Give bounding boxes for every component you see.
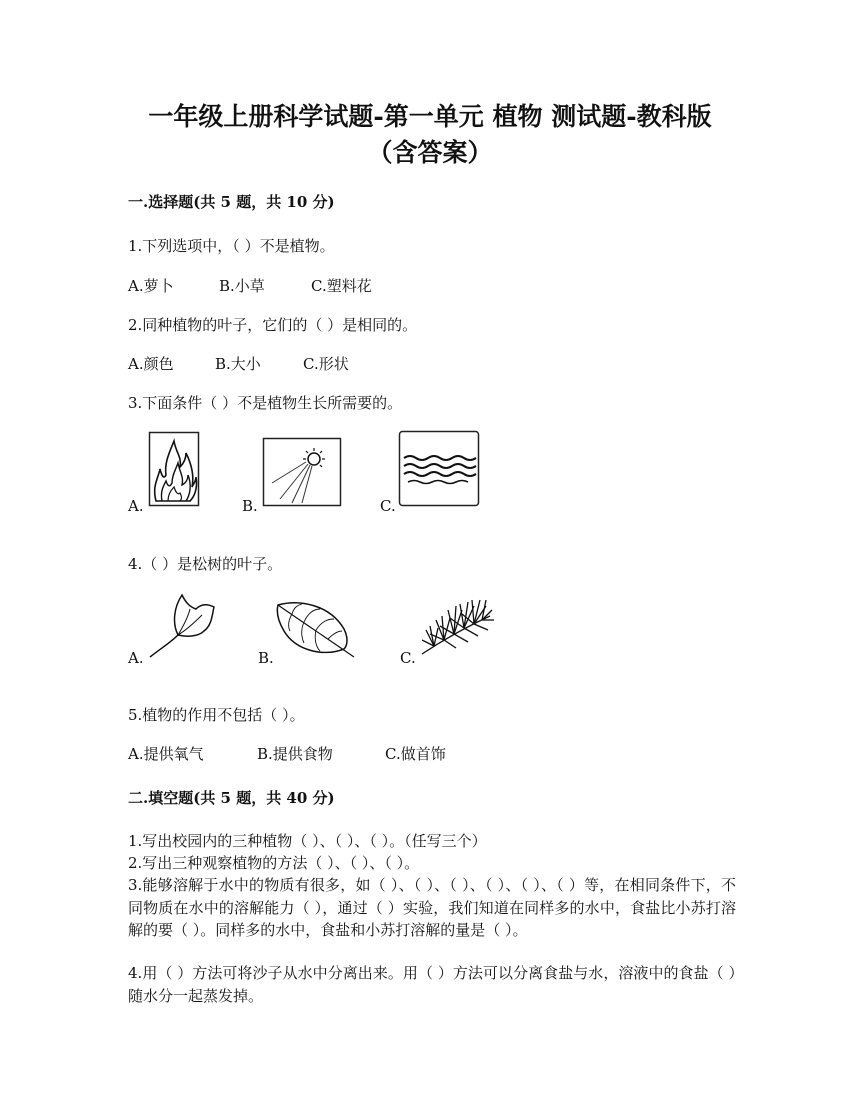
question-5: 5.植物的作用不包括（ ）。 <box>128 706 305 724</box>
q4-option-b: B. <box>258 649 274 667</box>
fill-question-4: 4.用（ ）方法可将沙子从水中分离出来。用（ ）方法可以分离食盐与水，溶液中的食盐（ ）随水分一起蒸发掉。 <box>128 964 736 1005</box>
q2-option-c: C.形状 <box>303 355 349 373</box>
water-icon <box>398 430 480 507</box>
section-heading-fill: 二.填空题(共 5 题，共 40 分) <box>128 789 335 807</box>
q2-option-b: B.大小 <box>215 355 261 373</box>
q3-option-b: B. <box>242 497 258 515</box>
q2-option-a: A.颜色 <box>128 355 174 373</box>
q1-option-b: B.小草 <box>219 277 265 295</box>
q3-option-c: C. <box>380 497 396 515</box>
q5-option-a: A.提供氧气 <box>128 745 204 763</box>
q3-option-a: A. <box>128 497 144 515</box>
fire-icon <box>148 431 200 507</box>
fill-question-3: 3.能够溶解于水中的物质有很多，如（ ）、（ ）、（ ）、（ ）、（ ）、（ ）等，在相同条件下，不同物质在水中的溶解能力（ ），通过（ ）实验，我们知道在同样多的水中，食盐比小苏打溶解的要（ ）。同样多的水中，食盐和小苏打溶解的量是（ ）。 <box>128 876 736 939</box>
sunlight-icon <box>262 437 342 507</box>
q1-option-a: A.萝卜 <box>128 277 174 295</box>
q4-option-c: C. <box>400 649 416 667</box>
q5-option-b: B.提供食物 <box>257 745 333 763</box>
question-2: 2.同种植物的叶子，它们的（ ）是相同的。 <box>128 316 418 334</box>
q5-option-c: C.做首饰 <box>385 745 446 763</box>
page-title: 一年级上册科学试题-第一单元 植物 测试题-教科版 <box>148 102 712 131</box>
fill-question-1: 1.写出校园内的三种植物（ ）、（ ）、（ ）。（任写三个） <box>128 832 487 850</box>
section-heading-choice: 一.选择题(共 5 题，共 10 分) <box>128 193 335 211</box>
question-4: 4.（ ）是松树的叶子。 <box>128 555 283 573</box>
broad-leaf-icon <box>274 599 356 659</box>
ginkgo-leaf-icon <box>146 591 220 661</box>
question-1: 1.下列选项中，（ ）不是植物。 <box>128 237 335 255</box>
q4-option-a: A. <box>128 649 144 667</box>
q1-option-c: C.塑料花 <box>311 277 372 295</box>
fill-question-2: 2.写出三种观察植物的方法（ ）、（ ）、（ ）。 <box>128 854 420 872</box>
question-3: 3.下面条件（ ）不是植物生长所需要的。 <box>128 394 403 412</box>
page-subtitle: （含答案） <box>367 138 493 167</box>
pine-needles-icon <box>420 596 496 658</box>
